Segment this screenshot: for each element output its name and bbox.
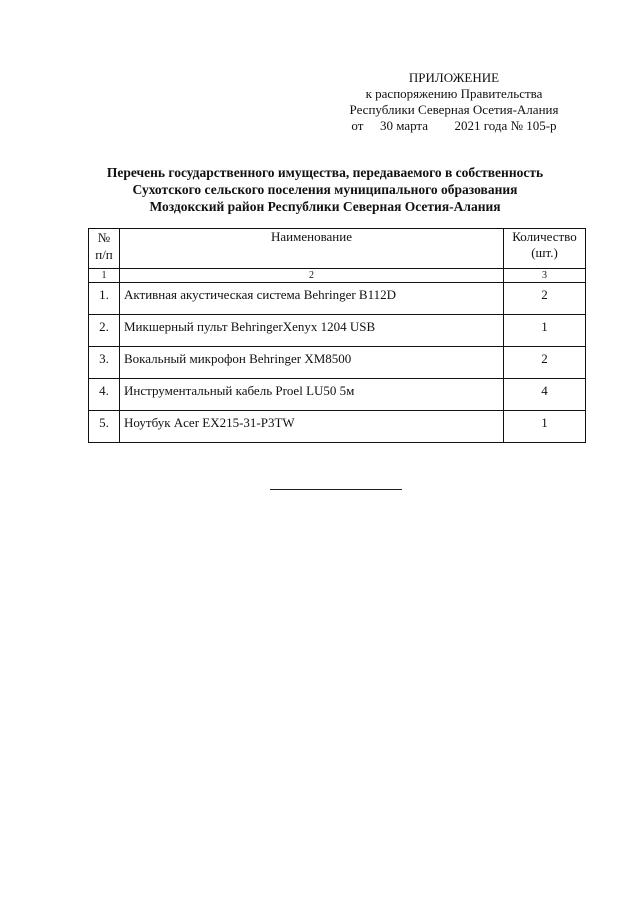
table-row — [89, 315, 586, 347]
appendix-line-2: Республики Северная Осетия-Алания — [349, 102, 559, 117]
column-index: 3 — [504, 269, 586, 283]
property-table — [88, 228, 586, 443]
header-number: № п/п — [89, 229, 120, 269]
header-name: Наименование — [120, 229, 504, 269]
row-quantity: 1 — [504, 411, 586, 443]
appendix-label: ПРИЛОЖЕНИЕ — [408, 70, 500, 85]
table-row — [89, 379, 586, 411]
row-number: 1. — [89, 283, 120, 315]
row-name: Активная акустическая система Behringer B112D — [120, 283, 504, 315]
row-name: Инструментальный кабель Proel LU50 5м — [120, 379, 504, 411]
row-number: 5. — [89, 411, 120, 443]
table-header-row — [89, 229, 586, 269]
row-name: Вокальный микрофон Behringer XM8500 — [120, 347, 504, 379]
row-number: 4. — [89, 379, 120, 411]
row-number: 2. — [89, 315, 120, 347]
table-row — [89, 283, 586, 315]
header-quantity: Количество (шт.) — [504, 229, 586, 269]
row-quantity: 2 — [504, 283, 586, 315]
document-title — [60, 164, 590, 215]
column-index-row — [89, 269, 586, 283]
title-line-2: Сухотского сельского поселения муниципального образования — [132, 182, 518, 197]
appendix-header — [334, 70, 574, 134]
title-line-3: Моздокский район Республики Северная Осетия-Алания — [149, 199, 501, 214]
row-name: Микшерный пульт BehringerXenyx 1204 USB — [120, 315, 504, 347]
table-row — [89, 411, 586, 443]
row-quantity: 2 — [504, 347, 586, 379]
end-of-document-rule — [270, 489, 402, 490]
appendix-line-1: к распоряжению Правительства — [365, 86, 543, 101]
date-year: 2021 года № 105-р — [454, 118, 557, 133]
date-prefix: от — [351, 118, 364, 133]
date-value: 30 марта — [379, 118, 429, 133]
title-line-1: Перечень государственного имущества, передаваемого в собственность — [106, 165, 544, 180]
appendix-date-line — [334, 118, 574, 134]
row-quantity: 4 — [504, 379, 586, 411]
table-row — [89, 347, 586, 379]
column-index: 2 — [120, 269, 504, 283]
row-quantity: 1 — [504, 315, 586, 347]
column-index: 1 — [89, 269, 120, 283]
row-number: 3. — [89, 347, 120, 379]
row-name: Ноутбук Acer EX215-31-P3TW — [120, 411, 504, 443]
